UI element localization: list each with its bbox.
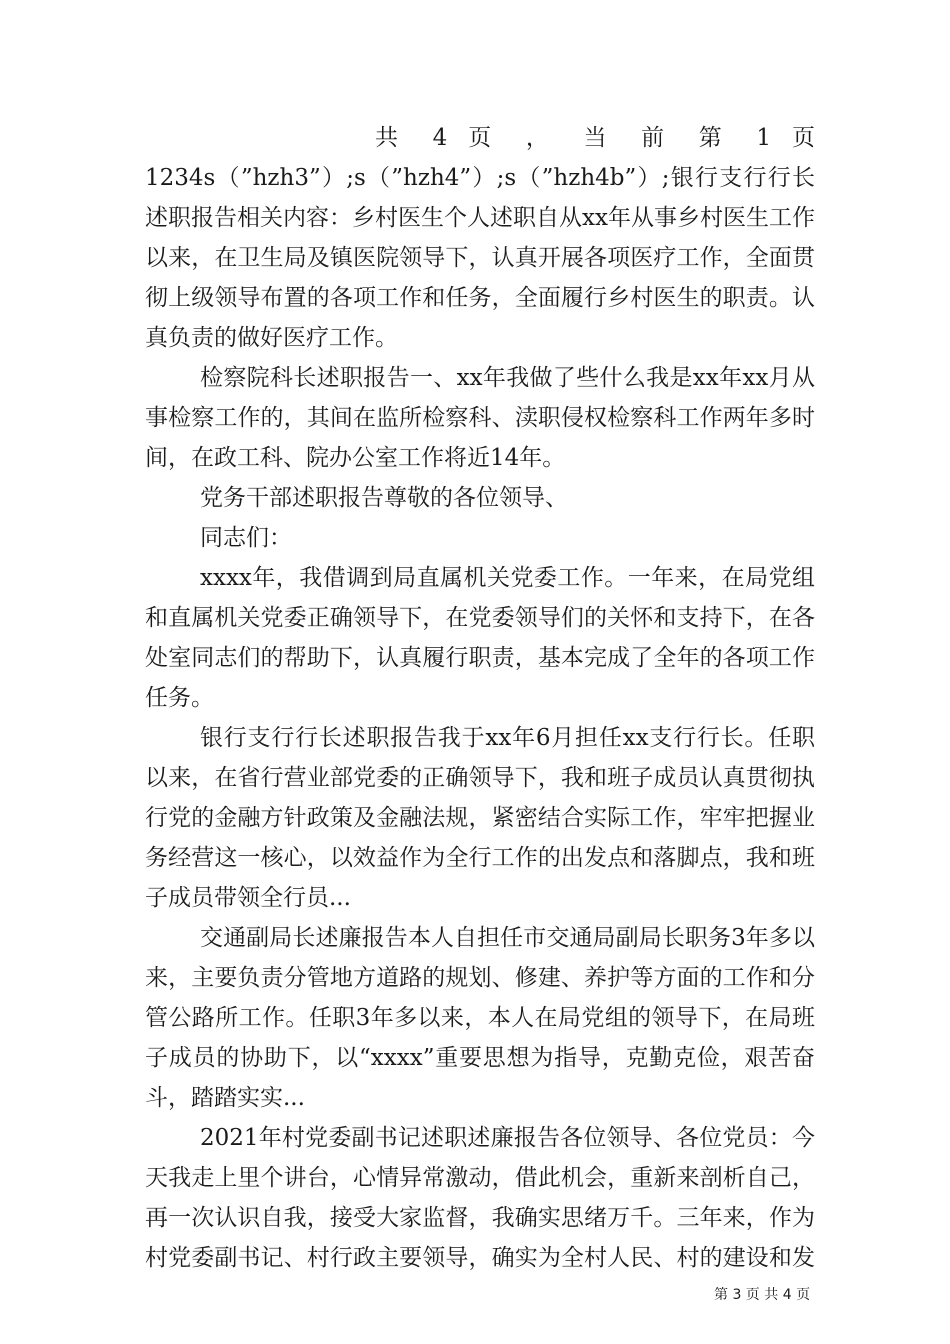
- body-line: 子成员带领全行员...: [145, 885, 351, 911]
- page-count-header: 共 4 页 ， 当 前 第 1 页: [375, 125, 815, 151]
- body-line: 真负责的做好医疗工作。: [145, 325, 398, 351]
- body-line: 务经营这一核心，以效益作为全行工作的出发点和落脚点，我和班: [145, 845, 815, 871]
- body-line: 彻上级领导布置的各项工作和任务，全面履行乡村医生的职责。认: [145, 285, 815, 311]
- body-line: 和直属机关党委正确领导下，在党委领导们的关怀和支持下，在各: [145, 605, 815, 631]
- page-footer: 第 3 页 共 4 页: [714, 1287, 811, 1303]
- body-line: 子成员的协助下，以“xxxx”重要思想为指导，克勤克俭，艰苦奋: [145, 1045, 815, 1071]
- body-line: 1234s（”hzh3”）;s（”hzh4”）;s（”hzh4b”）;银行支行行长: [145, 165, 815, 191]
- body-line: 以来，在卫生局及镇医院领导下，认真开展各项医疗工作，全面贯: [145, 245, 815, 271]
- body-line: 述职报告相关内容：乡村医生个人述职自从xx年从事乡村医生工作: [145, 205, 815, 231]
- body-line: 以来，在省行营业部党委的正确领导下，我和班子成员认真贯彻执: [145, 765, 815, 791]
- body-line: 管公路所工作。任职3年多以来，本人在局党组的领导下，在局班: [145, 1005, 815, 1031]
- body-line: 天我走上里个讲台，心情异常激动，借此机会，重新来剖析自己，: [145, 1165, 815, 1191]
- body-line: 间，在政工科、院办公室工作将近14年。: [145, 445, 566, 471]
- paragraph-start-line: 2021年村党委副书记述职述廉报告各位领导、各位党员：今: [200, 1125, 815, 1151]
- body-line: 再一次认识自我，接受大家监督，我确实思绪万千。三年来，作为: [145, 1205, 815, 1231]
- body-line: 来，主要负责分管地方道路的规划、修建、养护等方面的工作和分: [145, 965, 815, 991]
- paragraph-start-line: 党务干部述职报告尊敬的各位领导、: [200, 485, 568, 511]
- paragraph-start-line: xxxx年，我借调到局直属机关党委工作。一年来，在局党组: [200, 565, 815, 591]
- paragraph-start-line: 银行支行行长述职报告我于xx年6月担任xx支行行长。任职: [200, 725, 815, 751]
- body-line: 斗，踏踏实实...: [145, 1085, 305, 1111]
- body-line: 村党委副书记、村行政主要领导，确实为全村人民、村的建设和发: [145, 1245, 815, 1271]
- body-line: 行党的金融方针政策及金融法规，紧密结合实际工作，牢牢把握业: [145, 805, 815, 831]
- paragraph-start-line: 检察院科长述职报告一、xx年我做了些什么我是xx年xx月从: [200, 365, 815, 391]
- body-line: 任务。: [145, 685, 214, 711]
- body-line: 处室同志们的帮助下，认真履行职责，基本完成了全年的各项工作: [145, 645, 815, 671]
- body-line: 事检察工作的，其间在监所检察科、渎职侵权检察科工作两年多时: [145, 405, 815, 431]
- paragraph-start-line: 交通副局长述廉报告本人自担任市交通局副局长职务3年多以: [200, 925, 815, 951]
- paragraph-start-line: 同志们：: [200, 525, 292, 551]
